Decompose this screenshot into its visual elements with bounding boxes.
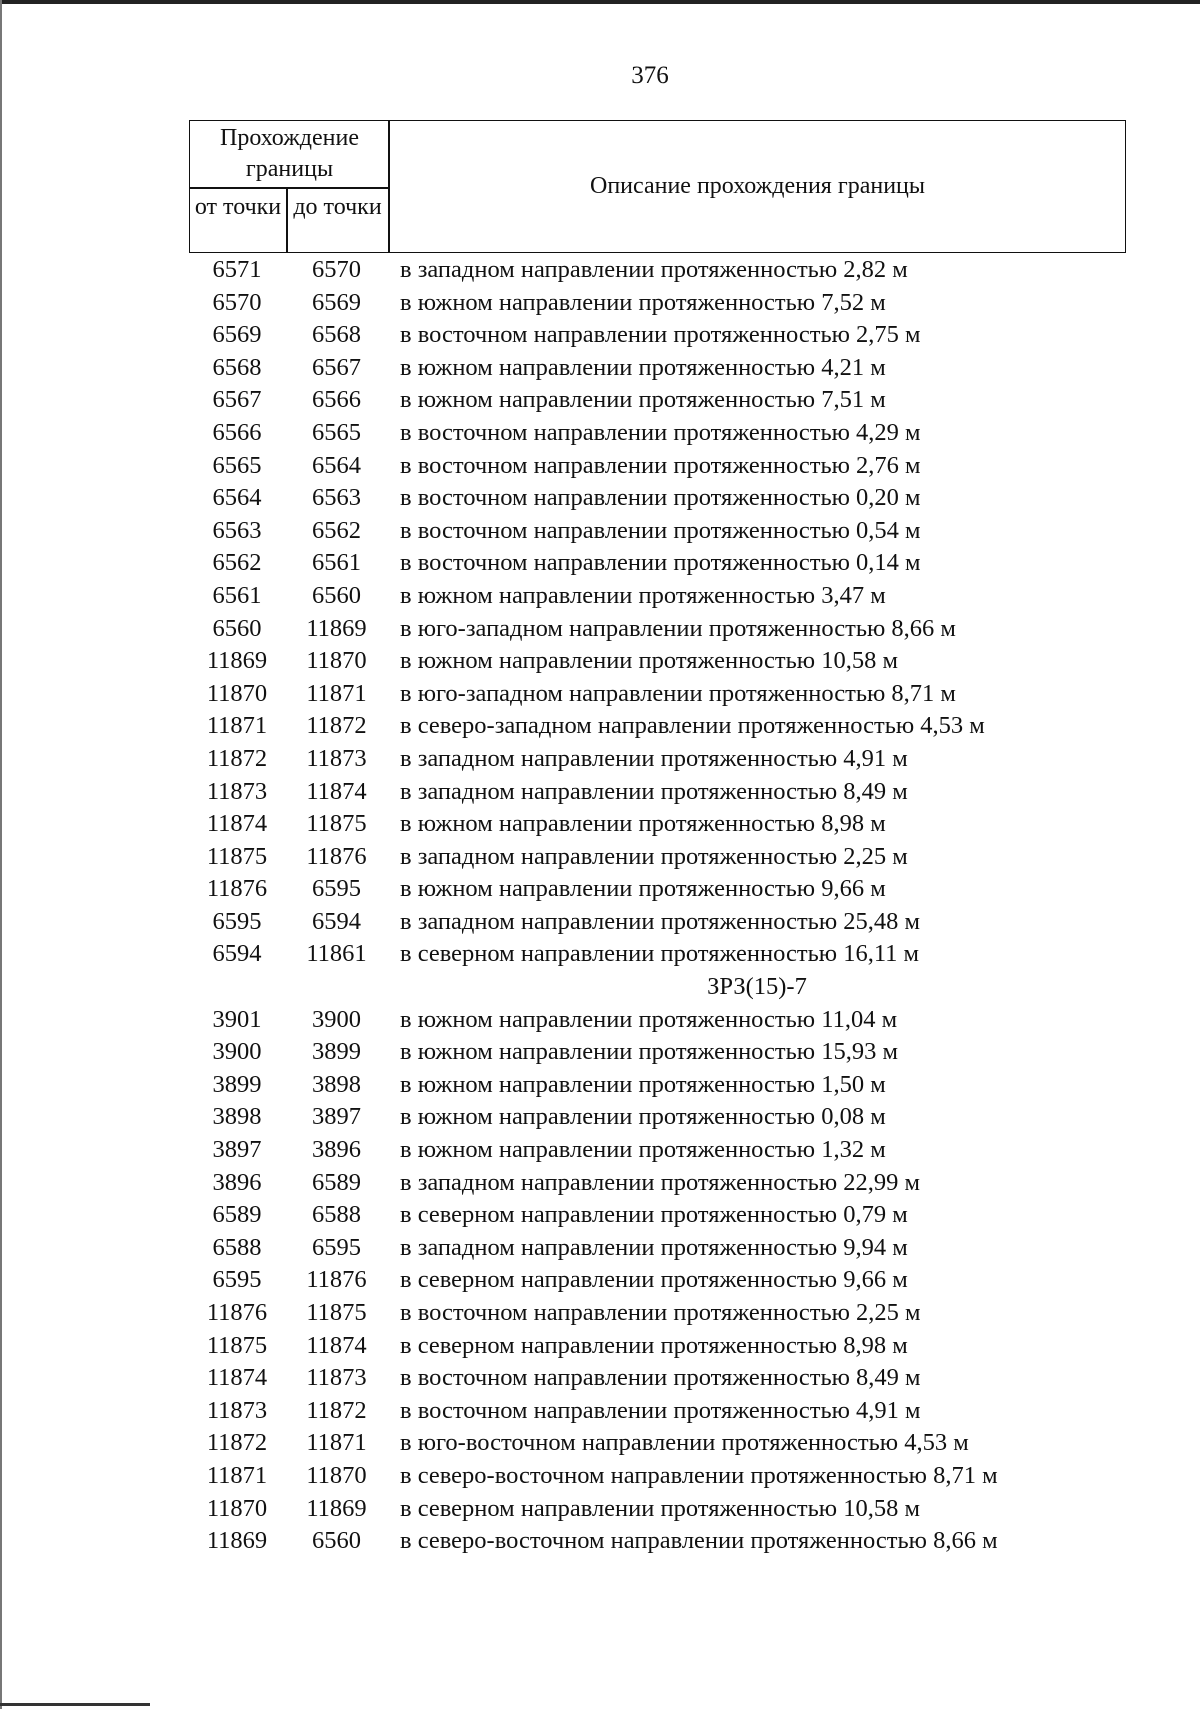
boundary-description: в северном направлении протяженностью 9,66 м bbox=[400, 1266, 908, 1294]
table-row bbox=[189, 1460, 1126, 1493]
table-row bbox=[189, 1297, 1126, 1330]
from-point: 11875 bbox=[206, 842, 268, 870]
boundary-description: в западном направлении протяженностью 9,94 м bbox=[400, 1233, 908, 1261]
boundary-description: в восточном направлении протяженностью 2,25 м bbox=[400, 1299, 921, 1326]
from-point: 6561 bbox=[212, 581, 262, 609]
header-passage: Прохождение границы bbox=[219, 125, 359, 182]
from-point: 6569 bbox=[212, 321, 262, 349]
to-point: 3899 bbox=[312, 1038, 361, 1066]
table-row bbox=[189, 1232, 1126, 1265]
to-point: 11870 bbox=[306, 1461, 367, 1489]
boundary-description: в северо-восточном направлении протяженностью 8,66 м bbox=[400, 1527, 998, 1555]
to-point: 6566 bbox=[312, 386, 361, 414]
boundary-description: в южном направлении протяженностью 10,58 м bbox=[400, 647, 898, 675]
boundary-description: в восточном направлении протяженностью 4,91 м bbox=[400, 1396, 921, 1424]
from-point: 3898 bbox=[212, 1103, 262, 1131]
to-point: 11861 bbox=[306, 940, 367, 968]
to-point: 3897 bbox=[312, 1103, 361, 1131]
from-point: 11870 bbox=[206, 679, 268, 707]
to-point: 6564 bbox=[312, 451, 361, 479]
table-row bbox=[189, 1036, 1126, 1069]
header-description: Описание прохождения границы bbox=[589, 173, 925, 199]
table-row bbox=[189, 1167, 1126, 1200]
from-point: 11876 bbox=[206, 875, 268, 903]
from-point: 11874 bbox=[206, 810, 268, 838]
boundary-description: в северном направлении протяженностью 16,11 м bbox=[400, 940, 920, 968]
table-row bbox=[189, 1134, 1126, 1167]
section-title: ЗРЗ(15)-7 bbox=[707, 973, 807, 1001]
from-point: 11870 bbox=[206, 1494, 268, 1522]
boundary-description: в южном направлении протяженностью 11,04 м bbox=[400, 1005, 898, 1033]
boundary-description: в южном направлении протяженностью 9,66 м bbox=[400, 875, 886, 903]
from-point: 11871 bbox=[206, 1461, 268, 1489]
to-point: 11875 bbox=[306, 1299, 367, 1326]
table-row bbox=[189, 319, 1126, 352]
to-point: 11874 bbox=[306, 777, 367, 805]
from-point: 6567 bbox=[212, 386, 262, 414]
boundary-description: в южном направлении протяженностью 4,21 м bbox=[400, 353, 886, 381]
to-point: 11873 bbox=[306, 744, 367, 772]
to-point: 11869 bbox=[306, 614, 367, 642]
boundary-description: в юго-восточном направлении протяженностью 4,53 м bbox=[400, 1429, 969, 1457]
from-point: 6563 bbox=[212, 516, 262, 544]
to-point: 3900 bbox=[312, 1005, 361, 1033]
from-point: 11869 bbox=[206, 1527, 268, 1555]
table-row bbox=[189, 482, 1126, 515]
scan-left-edge bbox=[0, 0, 2, 1709]
boundary-description: в южном направлении протяженностью 1,50 м bbox=[400, 1070, 886, 1098]
boundary-description: в восточном направлении протяженностью 0,54 м bbox=[400, 516, 921, 544]
to-point: 3896 bbox=[312, 1136, 361, 1164]
from-point: 3901 bbox=[212, 1005, 262, 1033]
from-point: 11871 bbox=[206, 712, 268, 740]
to-point: 6563 bbox=[312, 484, 361, 512]
to-point: 6569 bbox=[312, 288, 361, 316]
boundary-description: в северном направлении протяженностью 0,79 м bbox=[400, 1201, 908, 1229]
to-point: 6595 bbox=[312, 875, 361, 903]
boundary-description: в западном направлении протяженностью 25,48 м bbox=[400, 907, 921, 935]
page-number: 376 bbox=[631, 62, 669, 89]
boundary-description: в восточном направлении протяженностью 4,29 м bbox=[400, 418, 921, 446]
from-point: 6564 bbox=[212, 484, 262, 512]
to-point: 11872 bbox=[306, 712, 367, 740]
table-row bbox=[189, 1362, 1126, 1395]
to-point: 6567 bbox=[312, 353, 361, 381]
boundary-description: в западном направлении протяженностью 4,91 м bbox=[400, 744, 908, 772]
from-point: 6560 bbox=[212, 614, 262, 642]
table-row bbox=[189, 678, 1126, 711]
table-row bbox=[189, 1493, 1126, 1526]
boundary-description: в восточном направлении протяженностью 0,14 м bbox=[400, 549, 921, 577]
table-row bbox=[189, 1069, 1126, 1102]
from-point: 11875 bbox=[206, 1331, 268, 1359]
boundary-description: в южном направлении протяженностью 7,51 м bbox=[400, 386, 886, 414]
to-point: 11871 bbox=[306, 1429, 367, 1457]
from-point: 6565 bbox=[212, 451, 262, 479]
to-point: 11869 bbox=[306, 1494, 367, 1522]
from-point: 6589 bbox=[212, 1201, 262, 1229]
to-point: 6570 bbox=[312, 256, 361, 283]
to-point: 6568 bbox=[312, 321, 361, 349]
to-point: 11870 bbox=[306, 647, 367, 675]
from-point: 6566 bbox=[212, 418, 262, 446]
boundary-description: в западном направлении протяженностью 22,99 м bbox=[400, 1168, 921, 1196]
table-body bbox=[189, 254, 1126, 1558]
table-row bbox=[189, 1427, 1126, 1460]
table-row bbox=[189, 254, 1126, 287]
table-row bbox=[189, 1330, 1126, 1363]
to-point: 6588 bbox=[312, 1201, 361, 1229]
from-point: 11876 bbox=[206, 1299, 268, 1326]
header-to-point: до точки bbox=[293, 194, 382, 220]
table-row bbox=[189, 906, 1126, 939]
scan-top-edge bbox=[0, 0, 1200, 4]
to-point: 6589 bbox=[312, 1168, 361, 1196]
to-point: 11876 bbox=[306, 842, 367, 870]
from-point: 6595 bbox=[212, 1266, 262, 1294]
table-row bbox=[189, 710, 1126, 743]
from-point: 6568 bbox=[212, 353, 262, 381]
boundary-description: в северо-восточном направлении протяженностью 8,71 м bbox=[400, 1461, 998, 1489]
to-point: 11876 bbox=[306, 1266, 367, 1294]
to-point: 11873 bbox=[306, 1364, 367, 1392]
table-row bbox=[189, 417, 1126, 450]
to-point: 6562 bbox=[312, 516, 361, 544]
boundary-description: в южном направлении протяженностью 1,32 м bbox=[400, 1136, 886, 1164]
table-header bbox=[189, 120, 1126, 253]
from-point: 6588 bbox=[212, 1233, 262, 1261]
table-row bbox=[189, 613, 1126, 646]
table-row bbox=[189, 808, 1126, 841]
to-point: 11871 bbox=[306, 679, 367, 707]
boundary-description: в восточном направлении протяженностью 2,76 м bbox=[400, 451, 921, 479]
to-point: 11875 bbox=[306, 810, 367, 838]
boundary-description: в западном направлении протяженностью 2,82 м bbox=[400, 256, 908, 283]
from-point: 3896 bbox=[212, 1168, 262, 1196]
table-row bbox=[189, 841, 1126, 874]
footnote-rule bbox=[0, 1703, 150, 1706]
header-from-point: от точки bbox=[194, 194, 282, 220]
from-point: 6595 bbox=[212, 907, 262, 935]
table-row bbox=[189, 384, 1126, 417]
boundary-description: в северном направлении протяженностью 8,98 м bbox=[400, 1331, 908, 1359]
boundary-description: в южном направлении протяженностью 0,08 м bbox=[400, 1103, 886, 1131]
from-point: 3899 bbox=[212, 1070, 262, 1098]
boundary-description: в западном направлении протяженностью 2,25 м bbox=[400, 842, 908, 870]
table-row bbox=[189, 645, 1126, 678]
table-row bbox=[189, 1525, 1126, 1558]
table-row bbox=[189, 1101, 1126, 1134]
table-row bbox=[189, 1264, 1126, 1297]
to-point: 3898 bbox=[312, 1070, 361, 1098]
to-point: 6560 bbox=[312, 1527, 361, 1555]
table-row bbox=[189, 873, 1126, 906]
from-point: 11872 bbox=[206, 1429, 268, 1457]
from-point: 11873 bbox=[206, 777, 268, 805]
from-point: 11874 bbox=[206, 1364, 268, 1392]
from-point: 11873 bbox=[206, 1396, 268, 1424]
table-row bbox=[189, 287, 1126, 320]
boundary-description: в северном направлении протяженностью 10,58 м bbox=[400, 1494, 920, 1522]
to-point: 11872 bbox=[306, 1396, 367, 1424]
from-point: 6562 bbox=[212, 549, 262, 577]
boundary-description: в южном направлении протяженностью 7,52 м bbox=[400, 288, 886, 316]
from-point: 11872 bbox=[206, 744, 268, 772]
table-row bbox=[189, 547, 1126, 580]
table-row bbox=[189, 1004, 1126, 1037]
table-row bbox=[189, 776, 1126, 809]
to-point: 6565 bbox=[312, 418, 361, 446]
from-point: 11869 bbox=[206, 647, 268, 675]
table-row bbox=[189, 515, 1126, 548]
boundary-description: в юго-западном направлении протяженностью 8,71 м bbox=[400, 679, 956, 707]
to-point: 11874 bbox=[306, 1331, 367, 1359]
from-point: 6570 bbox=[212, 288, 262, 316]
table-row bbox=[189, 450, 1126, 483]
to-point: 6594 bbox=[312, 907, 361, 935]
table-row bbox=[189, 743, 1126, 776]
boundary-description: в западном направлении протяженностью 8,49 м bbox=[400, 777, 908, 805]
header-divider bbox=[190, 187, 389, 189]
table-row bbox=[189, 352, 1126, 385]
boundary-description: в северо-западном направлении протяженностью 4,53 м bbox=[400, 712, 985, 740]
boundary-description: в южном направлении протяженностью 8,98 м bbox=[400, 810, 886, 838]
boundary-description: в восточном направлении протяженностью 2,75 м bbox=[400, 321, 921, 349]
table-row bbox=[189, 938, 1126, 971]
boundary-description: в восточном направлении протяженностью 0,20 м bbox=[400, 484, 921, 512]
boundary-description: в юго-западном направлении протяженностью 8,66 м bbox=[400, 614, 956, 642]
table-row bbox=[189, 1395, 1126, 1428]
boundary-description: в южном направлении протяженностью 3,47 м bbox=[400, 581, 886, 609]
from-point: 6571 bbox=[212, 256, 262, 283]
boundary-description: в восточном направлении протяженностью 8,49 м bbox=[400, 1364, 921, 1392]
to-point: 6560 bbox=[312, 581, 361, 609]
to-point: 6561 bbox=[312, 549, 361, 577]
table-row bbox=[189, 1199, 1126, 1232]
from-point: 3900 bbox=[212, 1038, 262, 1066]
from-point: 6594 bbox=[212, 940, 262, 968]
to-point: 6595 bbox=[312, 1233, 361, 1261]
from-point: 3897 bbox=[212, 1136, 262, 1164]
table-row bbox=[189, 580, 1126, 613]
boundary-description: в южном направлении протяженностью 15,93 м bbox=[400, 1038, 898, 1066]
